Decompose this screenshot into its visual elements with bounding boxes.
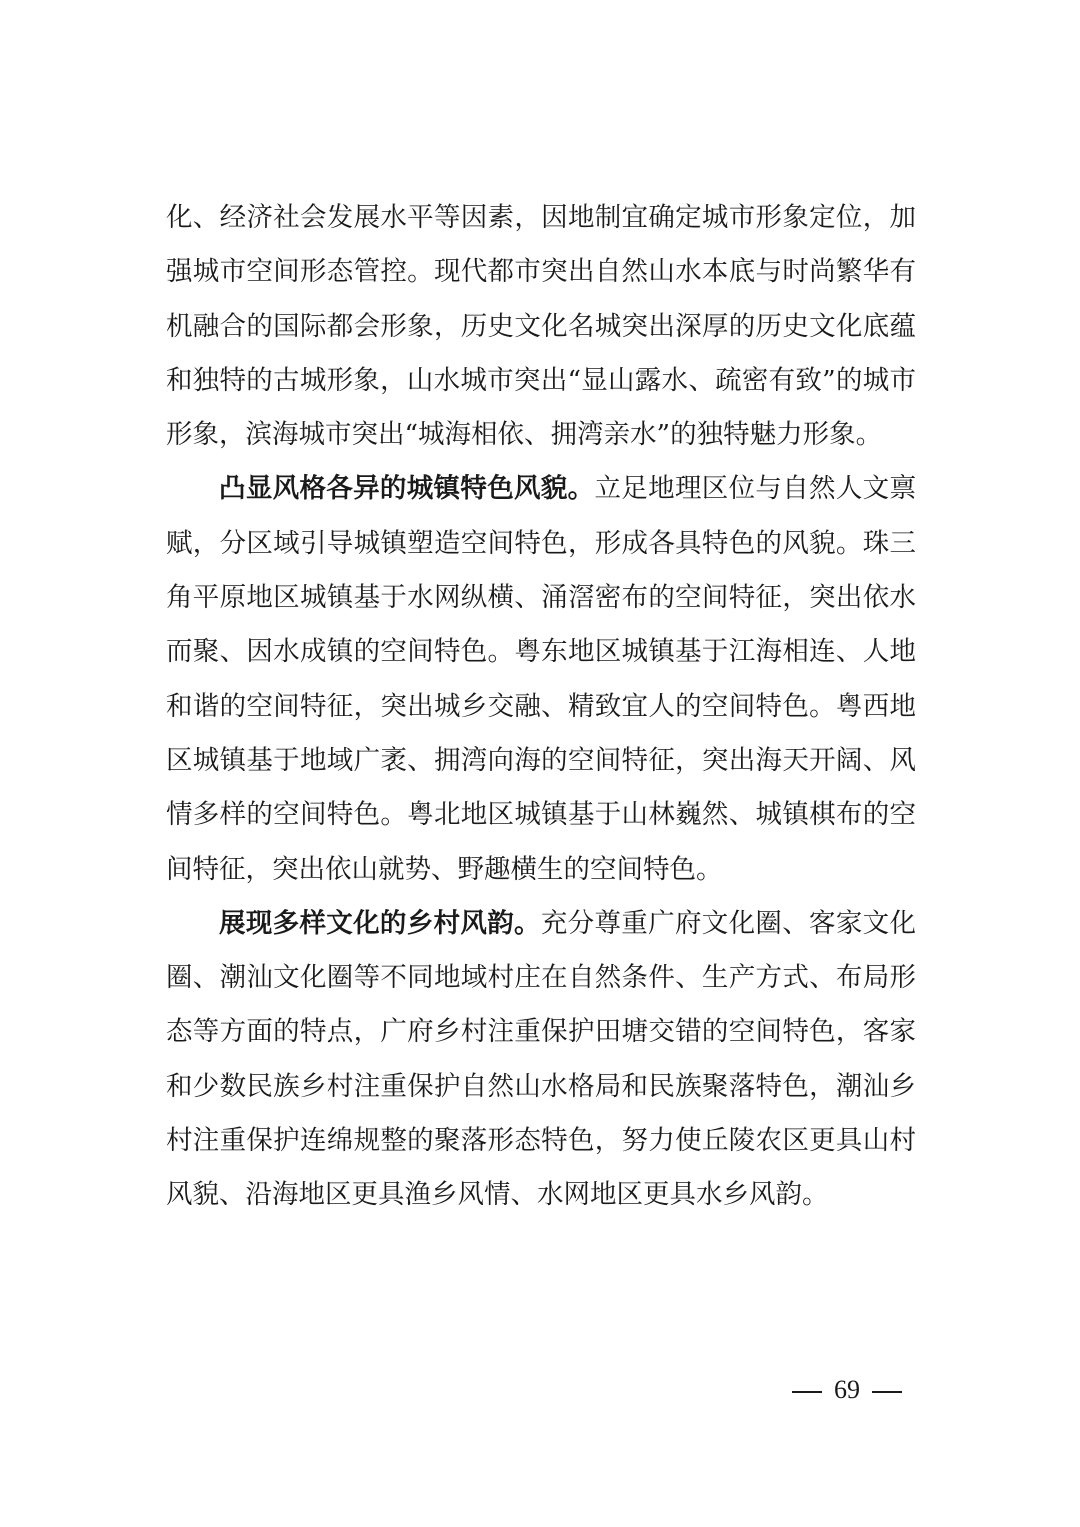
- paragraph-lead-heading: 展现多样文化的乡村风韵。: [219, 907, 541, 939]
- paragraph-text: 充分尊重广府文化圈、客家文化圈、潮汕文化圈等不同地域村庄在自然条件、生产方式、布局形态等方面的特点，广府乡村注重保护田塘交错的空间特色，客家和少数民族乡村注重保护自然山水格局和民族聚落特色，潮汕乡村注重保护连绵规整的聚落形态特色，努力使丘陵农区更具山村风貌、沿海地区更具渔乡风情、水网地区更具水乡风韵。: [166, 907, 917, 1211]
- paragraph-village-culture: [166, 897, 916, 1223]
- paragraph-text: 立足地理区位与自然人文禀赋，分区域引导城镇塑造空间特色，形成各具特色的风貌。珠三角平原地区城镇基于水网纵横、涌滘密布的空间特征，突出依水而聚、因水成镇的空间特色。粤东地区城镇基于江海相连、人地和谐的空间特征，突出城乡交融、精致宜人的空间特色。粤西地区城镇基于地域广袤、拥湾向海的空间特征，突出海天开阔、风情多样的空间特色。粤北地区城镇基于山林巍然、城镇棋布的空间特征，突出依山就势、野趣横生的空间特色。: [166, 473, 917, 885]
- page-number-dash-left: [792, 1391, 822, 1393]
- page-number-dash-right: [872, 1391, 902, 1393]
- page-number: [780, 1372, 914, 1408]
- paragraph-text: 化、经济社会发展水平等因素，因地制宜确定城市形象定位，加强城市空间形态管控。现代都市突出自然山水本底与时尚繁华有机融合的国际都会形象，历史文化名城突出深厚的历史文化底蕴和独特的古城形象，山水城市突出“显山露水、疏密有致”的城市形象，滨海城市突出“城海相依、拥湾亲水”的独特魅力形象。: [166, 202, 916, 451]
- paragraph-city-image: [166, 191, 916, 462]
- page-number-value: 69: [834, 1375, 860, 1404]
- paragraph-town-style: [166, 462, 916, 896]
- page-body: [166, 191, 916, 1223]
- paragraph-lead-heading: 凸显风格各异的城镇特色风貌。: [219, 473, 595, 505]
